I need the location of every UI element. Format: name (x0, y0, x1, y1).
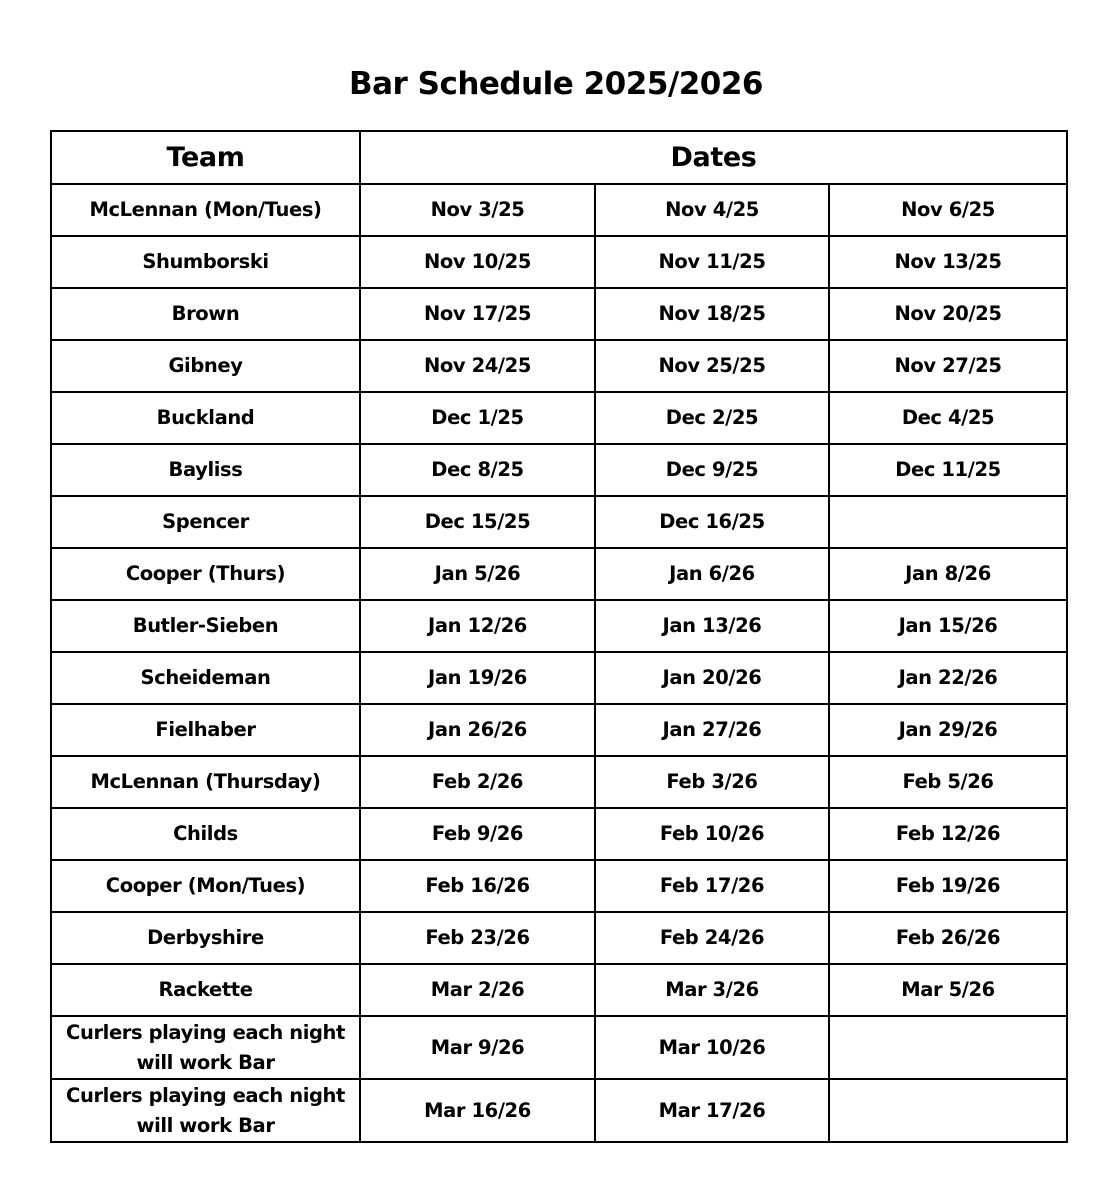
team-cell: McLennan (Thursday) (51, 756, 360, 808)
team-cell: Butler-Sieben (51, 600, 360, 652)
team-cell: Gibney (51, 340, 360, 392)
date-cell: Feb 17/26 (595, 860, 829, 912)
team-cell: Childs (51, 808, 360, 860)
date-cell: Jan 20/26 (595, 652, 829, 704)
table-row (51, 912, 1067, 964)
team-cell: Rackette (51, 964, 360, 1016)
date-cell: Dec 15/25 (360, 496, 595, 548)
date-cell: Jan 19/26 (360, 652, 595, 704)
date-cell: Nov 18/25 (595, 288, 829, 340)
date-cell: Feb 2/26 (360, 756, 595, 808)
date-cell: Mar 5/26 (829, 964, 1067, 1016)
date-cell: Nov 13/25 (829, 236, 1067, 288)
table-row (51, 392, 1067, 444)
date-cell: Nov 4/25 (595, 184, 829, 236)
date-cell-empty (829, 1016, 1067, 1079)
date-cell: Feb 9/26 (360, 808, 595, 860)
date-cell: Nov 11/25 (595, 236, 829, 288)
date-cell: Dec 11/25 (829, 444, 1067, 496)
date-cell: Jan 26/26 (360, 704, 595, 756)
date-cell: Feb 19/26 (829, 860, 1067, 912)
date-cell-empty (829, 1079, 1067, 1142)
date-cell: Nov 24/25 (360, 340, 595, 392)
table-row (51, 756, 1067, 808)
date-cell: Nov 6/25 (829, 184, 1067, 236)
date-cell: Jan 15/26 (829, 600, 1067, 652)
date-cell: Feb 5/26 (829, 756, 1067, 808)
page-title: Bar Schedule 2025/2026 (348, 66, 763, 102)
date-cell: Dec 1/25 (360, 392, 595, 444)
date-cell: Nov 25/25 (595, 340, 829, 392)
date-cell: Feb 24/26 (595, 912, 829, 964)
date-cell: Nov 10/25 (360, 236, 595, 288)
table-row (51, 236, 1067, 288)
date-cell: Dec 4/25 (829, 392, 1067, 444)
date-cell: Mar 3/26 (595, 964, 829, 1016)
date-cell: Jan 13/26 (595, 600, 829, 652)
table-row (51, 1079, 1067, 1142)
team-cell: Spencer (51, 496, 360, 548)
team-cell (51, 1079, 360, 1142)
table-row (51, 652, 1067, 704)
date-cell: Nov 17/25 (360, 288, 595, 340)
team-cell-line: will work Bar (136, 1113, 275, 1137)
team-cell: Brown (51, 288, 360, 340)
date-cell: Nov 27/25 (829, 340, 1067, 392)
date-cell: Feb 10/26 (595, 808, 829, 860)
header-team: Team (51, 131, 360, 184)
date-cell: Jan 27/26 (595, 704, 829, 756)
team-cell: Scheideman (51, 652, 360, 704)
table-row (51, 964, 1067, 1016)
date-cell: Mar 16/26 (360, 1079, 595, 1142)
table-row (51, 184, 1067, 236)
table-row (51, 444, 1067, 496)
header-dates: Dates (360, 131, 1067, 184)
date-cell: Feb 12/26 (829, 808, 1067, 860)
date-cell: Dec 2/25 (595, 392, 829, 444)
header-row (51, 131, 1067, 184)
table-row (51, 548, 1067, 600)
team-cell: Cooper (Thurs) (51, 548, 360, 600)
date-cell: Nov 20/25 (829, 288, 1067, 340)
team-cell: Bayliss (51, 444, 360, 496)
date-cell: Jan 5/26 (360, 548, 595, 600)
date-cell: Mar 17/26 (595, 1079, 829, 1142)
team-cell-line: will work Bar (136, 1050, 275, 1074)
table-row (51, 704, 1067, 756)
date-cell: Nov 3/25 (360, 184, 595, 236)
date-cell: Jan 29/26 (829, 704, 1067, 756)
date-cell: Mar 10/26 (595, 1016, 829, 1079)
team-cell: Buckland (51, 392, 360, 444)
team-cell-line: Curlers playing each night (66, 1083, 345, 1107)
team-cell: Derbyshire (51, 912, 360, 964)
team-cell: Fielhaber (51, 704, 360, 756)
schedule-table (50, 130, 1068, 1143)
table-row (51, 340, 1067, 392)
team-cell: McLennan (Mon/Tues) (51, 184, 360, 236)
date-cell-empty (829, 496, 1067, 548)
table-row (51, 860, 1067, 912)
team-cell-line: Curlers playing each night (66, 1020, 345, 1044)
date-cell: Dec 16/25 (595, 496, 829, 548)
team-cell (51, 1016, 360, 1079)
table-row (51, 600, 1067, 652)
date-cell: Jan 22/26 (829, 652, 1067, 704)
date-cell: Jan 12/26 (360, 600, 595, 652)
date-cell: Feb 26/26 (829, 912, 1067, 964)
date-cell: Jan 8/26 (829, 548, 1067, 600)
team-cell: Cooper (Mon/Tues) (51, 860, 360, 912)
date-cell: Dec 8/25 (360, 444, 595, 496)
date-cell: Dec 9/25 (595, 444, 829, 496)
date-cell: Feb 16/26 (360, 860, 595, 912)
date-cell: Feb 23/26 (360, 912, 595, 964)
table-row (51, 808, 1067, 860)
table-row (51, 1016, 1067, 1079)
date-cell: Jan 6/26 (595, 548, 829, 600)
table-row (51, 496, 1067, 548)
date-cell: Feb 3/26 (595, 756, 829, 808)
date-cell: Mar 9/26 (360, 1016, 595, 1079)
date-cell: Mar 2/26 (360, 964, 595, 1016)
table-row (51, 288, 1067, 340)
team-cell: Shumborski (51, 236, 360, 288)
